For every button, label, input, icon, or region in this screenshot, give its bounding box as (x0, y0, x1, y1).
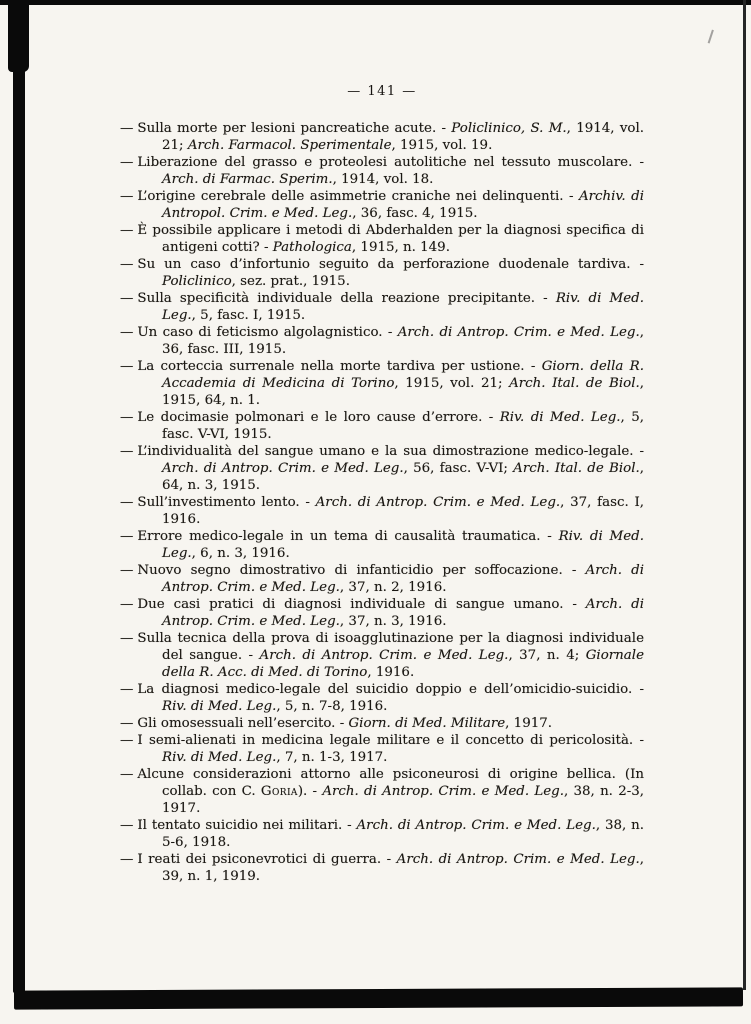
bibliography-entry (120, 188, 644, 222)
entry-text: L’origine cerebrale delle asimmetrie craniche nei delinquenti. - Archiv. di Antropol. Crim. e Med. Leg., 36, fasc. 4, 1915. (137, 189, 644, 221)
bibliography-entry (120, 154, 644, 188)
entry-text: Alcune considerazioni attorno alle psiconeurosi di origine bellica. (In collab. con C. Goria). - Arch. di Antrop. Crim. e Med. Leg., 38, n. 2-3, 1917. (137, 767, 645, 816)
entry-dash: — (120, 291, 134, 306)
bibliography-entry (120, 681, 644, 715)
bibliography-entry (120, 324, 644, 358)
bibliography-list (120, 120, 644, 885)
entry-dash: — (120, 631, 134, 646)
bibliography-entry (120, 766, 644, 817)
pencil-mark-artifact (698, 26, 714, 43)
entry-dash: — (120, 716, 134, 731)
entry-text: Errore medico-legale in un tema di causalità traumatica. - Riv. di Med. Leg., 6, n. 3, 1916. (137, 529, 644, 561)
bibliography-entry (120, 443, 644, 494)
bibliography-entry (120, 409, 644, 443)
bibliography-entry (120, 630, 644, 681)
entry-dash: — (120, 155, 134, 170)
entry-dash: — (120, 223, 134, 238)
entry-text: Sulla specificità individuale della reazione precipitante. - Riv. di Med. Leg., 5, fasc. I, 1915. (137, 291, 644, 323)
entry-text: La corteccia surrenale nella morte tardiva per ustione. - Giorn. della R. Accademia di Medicina di Torino, 1915, vol. 21; Arch. Ital. de Biol., 1915, 64, n. 1. (137, 359, 644, 408)
scan-border-bottom (14, 987, 743, 1009)
entry-dash: — (120, 495, 134, 510)
bibliography-entry (120, 120, 644, 154)
scan-border-top (0, 0, 751, 5)
entry-text: È possibile applicare i metodi di Abderhalden per la diagnosi specifica di antigeni cotti? - Pathologica, 1915, n. 149. (137, 223, 644, 255)
scan-border-right (743, 0, 746, 990)
bibliography-entry (120, 222, 644, 256)
bibliography-entry (120, 596, 644, 630)
entry-dash: — (120, 852, 134, 867)
bibliography-entry (120, 256, 644, 290)
entry-dash: — (120, 444, 134, 459)
page-content (120, 84, 644, 885)
entry-text: Gli omosessuali nell’esercito. - Giorn. di Med. Militare, 1917. (137, 716, 553, 731)
entry-text: Il tentato suicidio nei militari. - Arch. di Antrop. Crim. e Med. Leg., 38, n. 5-6, 1918. (137, 818, 644, 850)
entry-dash: — (120, 767, 134, 782)
bibliography-entry (120, 715, 644, 732)
entry-dash: — (120, 682, 134, 697)
entry-dash: — (120, 529, 134, 544)
entry-text: La diagnosi medico-legale del suicidio doppio e dell’omicidio-suicidio. - Riv. di Med. Leg., 5, n. 7-8, 1916. (137, 682, 644, 714)
entry-dash: — (120, 597, 134, 612)
bibliography-entry (120, 358, 644, 409)
bibliography-entry (120, 562, 644, 596)
entry-dash: — (120, 325, 134, 340)
entry-dash: — (120, 189, 134, 204)
entry-dash: — (120, 257, 134, 272)
entry-dash: — (120, 563, 134, 578)
entry-dash: — (120, 121, 134, 136)
entry-text: L’individualità del sangue umano e la sua dimostrazione medico-legale. - Arch. di Antrop. Crim. e Med. Leg., 56, fasc. V-VI; Arch. Ital. de Biol., 64, n. 3, 1915. (137, 444, 644, 493)
entry-text: Sull’investimento lento. - Arch. di Antrop. Crim. e Med. Leg., 37, fasc. I, 1916. (137, 495, 644, 527)
entry-text: Nuovo segno dimostrativo di infanticidio per soffocazione. - Arch. di Antrop. Crim. e Med. Leg., 37, n. 2, 1916. (137, 563, 644, 595)
entry-text: I reati dei psiconevrotici di guerra. - Arch. di Antrop. Crim. e Med. Leg., 39, n. 1, 1919. (137, 852, 644, 884)
bibliography-entry (120, 290, 644, 324)
entry-text: Sulla tecnica della prova di isoagglutinazione per la diagnosi individuale del sangue. - Arch. di Antrop. Crim. e Med. Leg., 37, n. 4; Giornale della R. Acc. di Med. di Torino, 1916. (137, 631, 644, 680)
entry-text: Due casi pratici di diagnosi individuale di sangue umano. - Arch. di Antrop. Crim. e Med. Leg., 37, n. 3, 1916. (137, 597, 644, 629)
entry-dash: — (120, 410, 134, 425)
entry-dash: — (120, 818, 134, 833)
entry-text: Un caso di feticismo algolagnistico. - Arch. di Antrop. Crim. e Med. Leg., 36, fasc. III, 1915. (137, 325, 645, 357)
entry-text: Su un caso d’infortunio seguito da perforazione duodenale tardiva. - Policlinico, sez. prat., 1915. (137, 257, 644, 289)
entry-text: Sulla morte per lesioni pancreatiche acute. - Policlinico, S. M., 1914, vol. 21; Arch. Farmacol. Sperimentale, 1915, vol. 19. (137, 121, 644, 153)
entry-text: Liberazione del grasso e proteolesi autolitiche nel tessuto muscolare. - Arch. di Farmac. Sperim., 1914, vol. 18. (137, 155, 644, 187)
bibliography-entry (120, 494, 644, 528)
entry-dash: — (120, 359, 134, 374)
entry-dash: — (120, 733, 134, 748)
entry-text: Le docimasie polmonari e le loro cause d’errore. - Riv. di Med. Leg., 5, fasc. V-VI, 1915. (137, 410, 644, 442)
page-number: — 141 — (347, 84, 417, 99)
bibliography-entry (120, 817, 644, 851)
bibliography-entry (120, 528, 644, 562)
bibliography-entry (120, 732, 644, 766)
bibliography-entry (120, 851, 644, 885)
scan-border-left (13, 0, 25, 993)
entry-text: I semi-alienati in medicina legale militare e il concetto di pericolosità. - Riv. di Med. Leg., 7, n. 1-3, 1917. (137, 733, 644, 765)
